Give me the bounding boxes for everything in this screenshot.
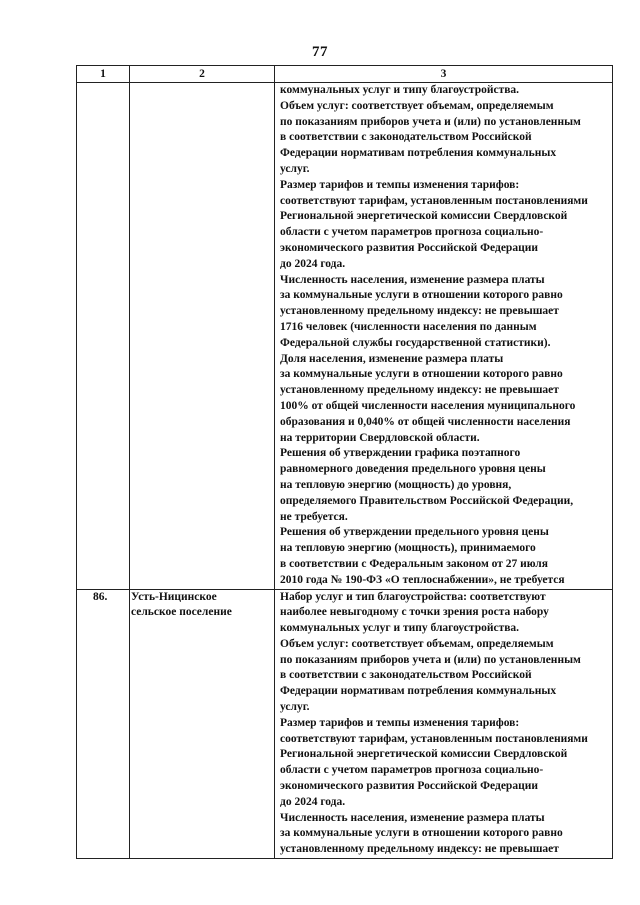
- text-line: в соответствии с Федеральным законом от 27 июля: [280, 557, 548, 570]
- text-line: Федеральной службы государственной статистики).: [280, 336, 551, 349]
- column-header-1: 1: [77, 66, 130, 83]
- text-line: коммунальных услуг и типу благоустройства.: [280, 622, 520, 635]
- text-line: Федерации нормативам потребления коммунальных: [280, 147, 557, 160]
- text-line: до 2024 года.: [280, 257, 346, 270]
- text-line: до 2024 года.: [280, 795, 346, 808]
- text-line: определяемого Правительством Российской Федерации,: [280, 494, 574, 507]
- column-header-2: 2: [130, 66, 275, 83]
- settlement-name: [130, 83, 275, 590]
- text-line: 1716 человек (численности населения по данным: [280, 320, 537, 333]
- text-line: Размер тарифов и темпы изменения тарифов:: [280, 716, 520, 729]
- settlement-name-line: сельское поселение: [131, 606, 232, 619]
- settlement-name-line: Усть-Ницинское: [131, 590, 217, 603]
- text-line: Решения об утверждении графика поэтапного: [280, 447, 521, 460]
- text-line: Набор услуг и тип благоустройства: соответствуют: [280, 590, 546, 603]
- text-line: экономического развития Российской Федерации: [280, 780, 538, 793]
- text-line: на территории Свердловской области.: [280, 431, 480, 444]
- text-line: Решения об утверждении предельного уровня цены: [280, 526, 549, 539]
- text-line: по показаниям приборов учета и (или) по установленным: [280, 653, 581, 666]
- text-line: в соответствии с законодательством Российской: [280, 669, 532, 682]
- text-line: на тепловую энергию (мощность) до уровня,: [280, 478, 512, 491]
- text-line: установленному предельному индексу: не превышает: [280, 843, 559, 856]
- text-line: по показаниям приборов учета и (или) по установленным: [280, 115, 581, 128]
- text-line: установленному предельному индексу: не превышает: [280, 384, 559, 397]
- text-line: Размер тарифов и темпы изменения тарифов:: [280, 178, 520, 191]
- text-line: Численность населения, изменение размера платы: [280, 811, 545, 824]
- text-line: коммунальных услуг и типу благоустройства.: [280, 84, 520, 96]
- text-line: 2010 года № 190-ФЗ «О теплоснабжении», не требуется: [280, 573, 565, 586]
- table-row: [77, 83, 613, 590]
- text-line: за коммунальные услуги в отношении которого равно: [280, 368, 563, 381]
- text-line: установленному предельному индексу: не превышает: [280, 305, 559, 318]
- text-line: Региональной энергетической комиссии Свердловской: [280, 210, 568, 223]
- tariff-table: [76, 65, 613, 859]
- text-line: образования и 0,040% от общей численности населения: [280, 415, 571, 428]
- text-line: Объем услуг: соответствует объемам, определяемым: [280, 99, 554, 112]
- table-row: [77, 589, 613, 859]
- text-line: экономического развития Российской Федерации: [280, 241, 538, 254]
- settlement-name: [130, 589, 275, 859]
- text-line: Федерации нормативам потребления коммунальных: [280, 685, 557, 698]
- table-header-row: [77, 66, 613, 83]
- text-line: услуг.: [280, 701, 310, 714]
- text-line: услуг.: [280, 162, 310, 175]
- text-line: соответствуют тарифам, установленным постановлениями: [280, 732, 588, 745]
- row-number: [77, 83, 130, 590]
- text-line: не требуется.: [280, 510, 348, 523]
- text-line: в соответствии с законодательством Российской: [280, 131, 532, 144]
- column-header-3: 3: [275, 66, 613, 83]
- text-line: наиболее невыгодному с точки зрения роста набору: [280, 606, 549, 619]
- text-line: за коммунальные услуги в отношении которого равно: [280, 827, 563, 840]
- text-line: на тепловую энергию (мощность), принимаемого: [280, 542, 536, 555]
- text-line: соответствуют тарифам, установленным постановлениями: [280, 194, 588, 207]
- text-line: Доля населения, изменение размера платы: [280, 352, 504, 365]
- text-line: равномерного доведения предельного уровня цены: [280, 463, 546, 476]
- text-line: Объем услуг: соответствует объемам, определяемым: [280, 637, 554, 650]
- text-line: Численность населения, изменение размера платы: [280, 273, 545, 286]
- text-line: области с учетом параметров прогноза социально-: [280, 226, 544, 239]
- text-line: области с учетом параметров прогноза социально-: [280, 764, 544, 777]
- page-number: 77: [312, 44, 328, 60]
- row-number: 86.: [77, 589, 130, 859]
- text-line: 100% от общей численности населения муниципального: [280, 399, 576, 412]
- row-description: [275, 83, 613, 590]
- text-line: за коммунальные услуги в отношении которого равно: [280, 289, 563, 302]
- row-description: [275, 589, 613, 859]
- text-line: Региональной энергетической комиссии Свердловской: [280, 748, 568, 761]
